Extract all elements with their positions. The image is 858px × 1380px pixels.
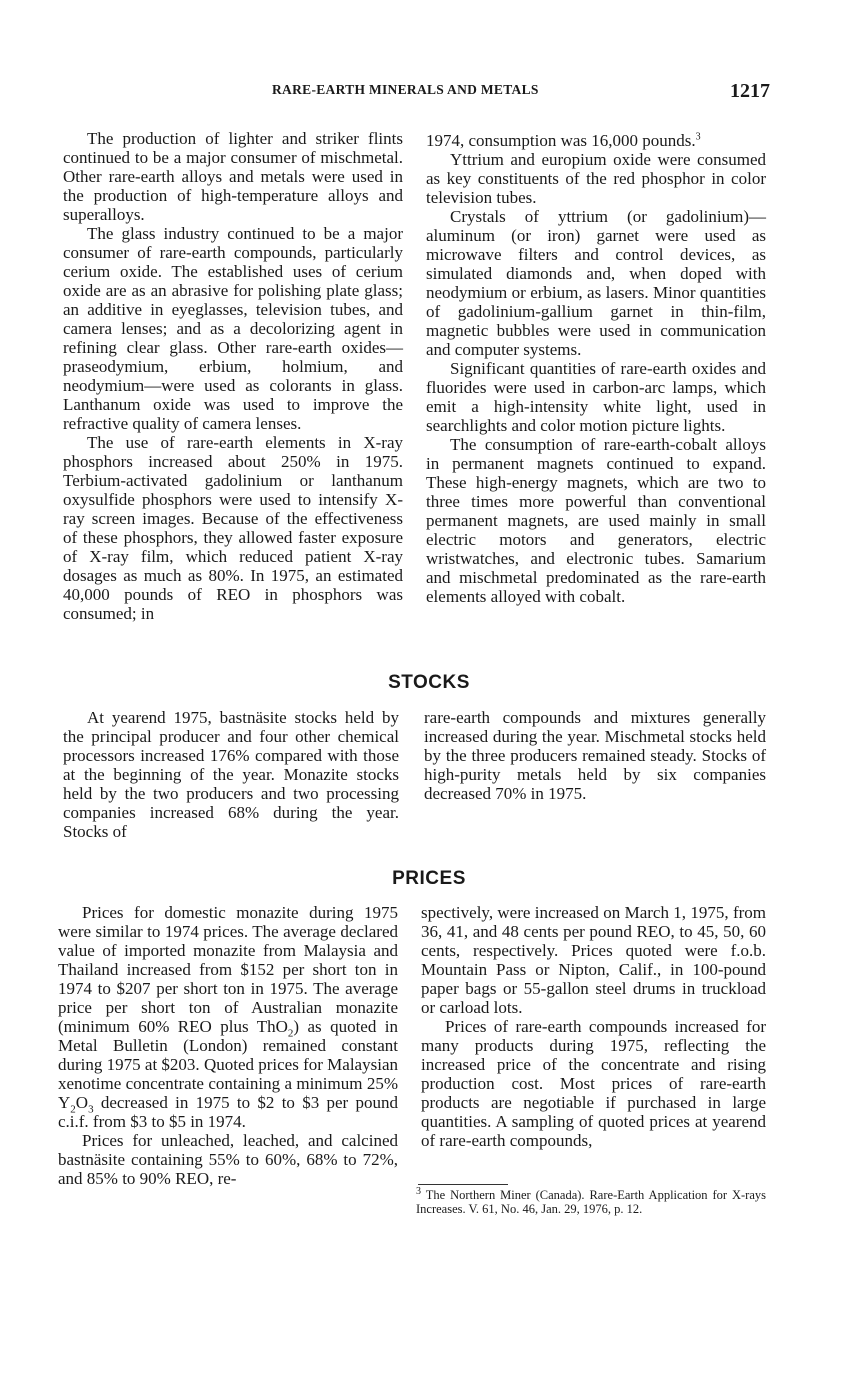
footnote-text: The Northern Miner (Canada). Rare-Earth Application for X-rays Increases. V. 61, No. 46, Jan. 29, 1976, p. 12. (416, 1188, 767, 1216)
section-heading-stocks: STOCKS (388, 672, 470, 693)
footnote-divider (418, 1184, 508, 1185)
paragraph (58, 903, 398, 1131)
running-title: RARE-EARTH MINERALS AND METALS (272, 82, 539, 97)
text-run: ) as quoted in Metal Bulletin (London) remained constant during 1975 at $203. Quoted prices for Malaysian xenotime concentrate containing a minimum 25% Y (58, 1017, 398, 1112)
subscript: 2 (287, 1027, 294, 1040)
running-head (0, 80, 858, 104)
paragraph: Crystals of yttrium (or gadolinium)—aluminum (or iron) garnet were used as microwave filters and control devices, as simulated diamonds and, when doped with neodymium or erbium, as lasers. Minor quantities of gadolinium-gallium garnet in thin-film, magnetic bubbles were used in communication and computer systems. (426, 207, 766, 359)
intro-right-column (426, 131, 766, 606)
prices-left-column (58, 903, 398, 1188)
paragraph: At yearend 1975, bastnäsite stocks held by the principal producer and four other chemical processors increased 176% compared with those at the beginning of the year. Monazite stocks held by the two producers and two processing companies increased 68% during the year. Stocks of (63, 708, 399, 841)
text-run: O (75, 1093, 89, 1112)
paragraph-continued (426, 131, 766, 150)
paragraph: The glass industry continued to be a major consumer of rare-earth compounds, particularly cerium oxide. The established uses of cerium oxide are as an abrasive for polishing plate glass; an additive in eyeglasses, television tubes, and camera lenses; and as a decolorizing agent in refining clear glass. Other rare-earth oxides—praseodymium, erbium, holmium, and neodymium—were used as colorants in glass. Lanthanum oxide was used to improve the refractive quality of camera lenses. (63, 224, 403, 433)
paragraph-continued: spectively, were increased on March 1, 1975, from 36, 41, and 48 cents per pound REO, to 45, 50, 60 cents, respectively. Prices quoted were f.o.b. Mountain Pass or Nipton, Calif., in 100-pound paper bags or 55-gallon steel drums in truckload or carload lots. (421, 903, 766, 1017)
page-number: 1217 (730, 80, 770, 102)
paragraph: Prices of rare-earth compounds increased for many products during 1975, reflecting the increased price of the concentrate and rising production cost. Most prices of rare-earth products are negotiable if purchased in large quantities. A sampling of quoted prices at yearend of rare-earth compounds, (421, 1017, 766, 1150)
paragraph: The use of rare-earth elements in X-ray phosphors increased about 250% in 1975. Terbium-activated gadolinium or lanthanum oxysulfide phosphors were used to intensify X-ray screen images. Because of the effectiveness of these phosphors, they allowed faster exposure of X-ray film, which reduced patient X-ray dosages as much as 80%. In 1975, an estimated 40,000 pounds of REO in phosphors was consumed; in (63, 433, 403, 623)
text-run: decreased in 1975 to $2 to $3 per pound c.i.f. from $3 to $5 in 1974. (58, 1093, 398, 1131)
continued-text: 1974, consumption was 16,000 pounds. (426, 131, 696, 150)
stocks-left-column (63, 708, 399, 841)
paragraph: Significant quantities of rare-earth oxides and fluorides were used in carbon-arc lamps, which emit a high-intensity white light, used in searchlights and color motion picture lights. (426, 359, 766, 435)
intro-left-column (63, 129, 403, 623)
text-run: Prices for domestic monazite during 1975 were similar to 1974 prices. The average declared value of imported monazite from Malaysia and Thailand increased from $152 per short ton in 1974 to $207 per short ton in 1975. The average price per short ton of Australian monazite (minimum 60% REO plus ThO (58, 903, 398, 1036)
paragraph: Yttrium and europium oxide were consumed as key constituents of the red phosphor in color television tubes. (426, 150, 766, 207)
footnote (416, 1185, 767, 1216)
paragraph-continued: rare-earth compounds and mixtures generally increased during the year. Mischmetal stocks held by the three producers remained steady. Stocks of high-purity metals held by six companies decreased 70% in 1975. (424, 708, 766, 803)
stocks-right-column (424, 708, 766, 803)
subscript: 2 (70, 1103, 76, 1116)
footnote-mark: 3 (695, 131, 701, 143)
prices-right-column (421, 903, 766, 1150)
paragraph: Prices for unleached, leached, and calcined bastnäsite containing 55% to 60%, 68% to 72%, and 85% to 90% REO, re- (58, 1131, 398, 1188)
paragraph: The production of lighter and striker flints continued to be a major consumer of mischmetal. Other rare-earth alloys and metals were used in the production of high-temperature alloys and superalloys. (63, 129, 403, 224)
paragraph: The consumption of rare-earth-cobalt alloys in permanent magnets continued to expand. These high-energy magnets, which are two to three times more powerful than conventional permanent magnets, are used mainly in small electric motors and generators, electric wristwatches, and electronic tubes. Samarium and mischmetal predominated as the rare-earth elements alloyed with cobalt. (426, 435, 766, 606)
footnote-number: 3 (416, 1185, 421, 1197)
subscript: 3 (88, 1103, 94, 1116)
section-heading-prices: PRICES (392, 868, 466, 889)
